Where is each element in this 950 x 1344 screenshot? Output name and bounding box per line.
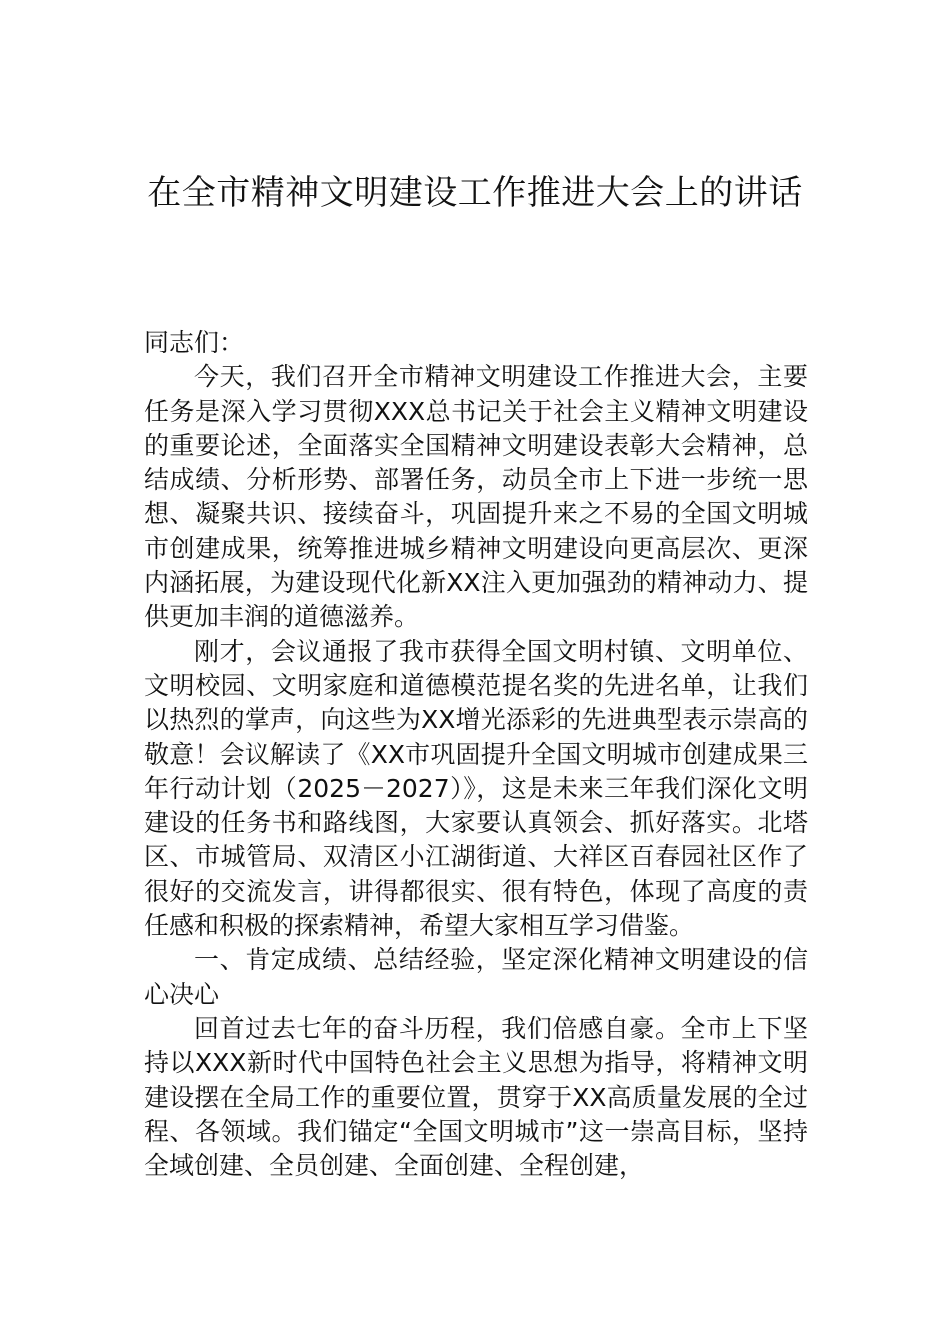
document-body — [144, 326, 808, 1183]
document-title: 在全市精神文明建设工作推进大会上的讲话 — [147, 173, 803, 213]
paragraph-opening: 今天，我们召开全市精神文明建设工作推进大会，主要任务是深入学习贯彻XXX总书记关于社会主义精神文明建设的重要论述，全面落实全国精神文明建设表彰大会精神，总结成绩、分析形势、部署任务，动员全市上下进一步统一思想、凝聚共识、接续奋斗，巩固提升来之不易的全国文明城市创建成果，统筹推进城乡精神文明建设向更高层次、更深内涵拓展，为建设现代化新XX注入更加强劲的精神动力、提供更加丰润的道德滋养。 — [144, 362, 808, 632]
salutation: 同志们： — [144, 328, 245, 357]
paragraph-review-history: 回首过去七年的奋斗历程，我们倍感自豪。全市上下坚持以XXX新时代中国特色社会主义思想为指导，将精神文明建设摆在全局工作的重要位置，贯穿于XX高质量发展的全过程、各领域。我们锚定“全国文明城市”这一崇高目标，坚持全域创建、全员创建、全面创建、全程创建， — [144, 1013, 808, 1181]
paragraph-meeting-review: 刚才，会议通报了我市获得全国文明村镇、文明单位、文明校园、文明家庭和道德模范提名奖的先进名单，让我们以热烈的掌声，向这些为XX增光添彩的先进典型表示崇高的敬意！会议解读了《XX市巩固提升全国文明城市创建成果三年行动计划（2025－2027）》，这是未来三年我们深化文明建设的任务书和路线图，大家要认真领会、抓好落实。北塔区、市城管局、双清区小江湖街道、大祥区百春园社区作了很好的交流发言，讲得都很实、很有特色，体现了高度的责任感和积极的探索精神，希望大家相互学习借鉴。 — [144, 636, 808, 941]
section-heading-one: 一、肯定成绩、总结经验，坚定深化精神文明建设的信心决心 — [144, 945, 808, 1009]
